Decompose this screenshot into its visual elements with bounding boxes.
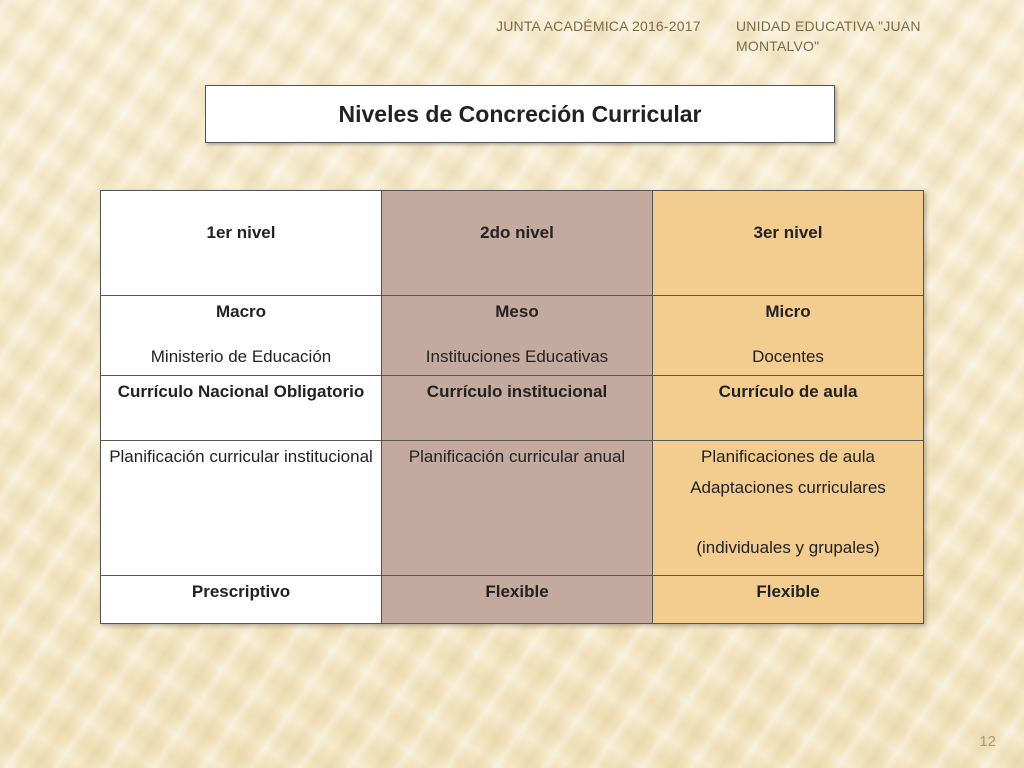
- header-cell-2: [382, 191, 653, 296]
- level-name-3: Micro: [765, 302, 811, 321]
- type-cell-1: Prescriptivo: [101, 576, 382, 624]
- level-name-2: Meso: [495, 302, 539, 321]
- header-label-1: 1er nivel: [206, 223, 276, 242]
- header-cell-3: [653, 191, 924, 296]
- planning-cell-3: [653, 441, 924, 576]
- level-name-1: Macro: [215, 302, 267, 321]
- header-label-2: 2do nivel: [480, 223, 554, 242]
- header-right-text: UNIDAD EDUCATIVA "JUAN MONTALVO": [736, 18, 921, 54]
- planning-cell-1: Planificación curricular institucional: [101, 441, 382, 576]
- level-actor-1: Ministerio de Educación: [150, 347, 332, 366]
- planning-line-1: Planificaciones de aula: [701, 447, 875, 466]
- curriculum-levels-table: [100, 190, 924, 624]
- planning-cell-2: Planificación curricular anual: [382, 441, 653, 576]
- planning-line-2: Adaptaciones curriculares: [690, 478, 886, 497]
- planning-line-3: (individuales y grupales): [696, 538, 880, 557]
- level-cell-3: [653, 296, 924, 376]
- table-row-curricula: [101, 376, 924, 441]
- type-cell-3: Flexible: [653, 576, 924, 624]
- level-cell-2: [382, 296, 653, 376]
- header-cell-1: [101, 191, 382, 296]
- type-cell-2: Flexible: [382, 576, 653, 624]
- table-row-planning: [101, 441, 924, 576]
- title-box: [205, 85, 835, 143]
- header-left-text: JUNTA ACADÉMICA 2016-2017: [496, 18, 701, 34]
- curriculum-cell-3: Currículo de aula: [653, 376, 924, 441]
- level-cell-1: [101, 296, 382, 376]
- level-actor-2: Instituciones Educativas: [425, 347, 609, 366]
- curriculum-cell-1: Currículo Nacional Obligatorio: [101, 376, 382, 441]
- table-row-levels: [101, 296, 924, 376]
- page-number: 12: [979, 733, 996, 750]
- slide-title: Niveles de Concreción Curricular: [338, 100, 702, 127]
- curriculum-cell-2: Currículo institucional: [382, 376, 653, 441]
- table-row-types: [101, 576, 924, 624]
- table-header-row: [101, 191, 924, 296]
- header-label-3: 3er nivel: [753, 223, 823, 242]
- level-actor-3: Docentes: [752, 347, 824, 366]
